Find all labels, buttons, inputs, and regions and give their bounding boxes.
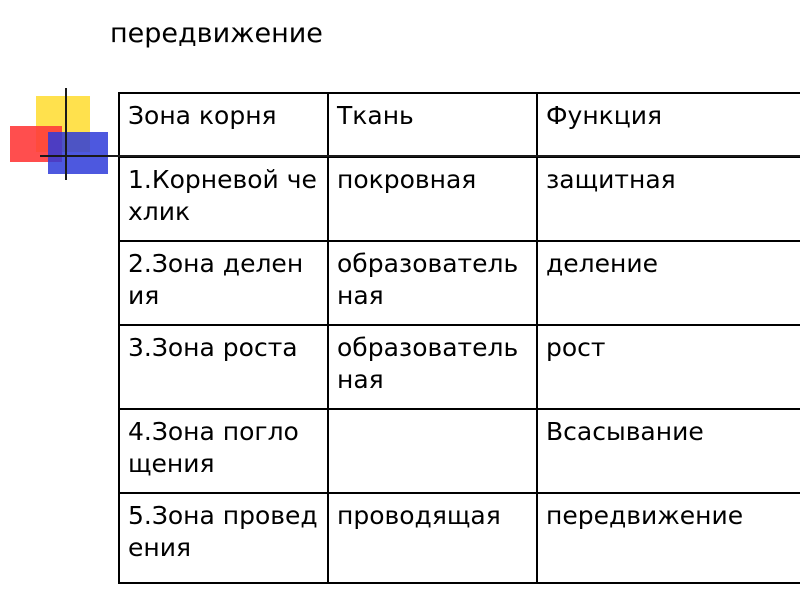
cell-zone: 4.Зона поглощения <box>119 409 328 493</box>
cell-tissue <box>328 409 537 493</box>
table-row <box>119 241 800 325</box>
cell-zone: 2.Зона деления <box>119 241 328 325</box>
cell-function: деление <box>537 241 800 325</box>
table-row <box>119 493 800 583</box>
vertical-decor-line <box>65 88 67 180</box>
cell-zone: 1.Корневой чехлик <box>119 157 328 241</box>
header-zone: Зона корня <box>119 93 328 157</box>
page-heading: передвижение <box>110 18 323 49</box>
cell-tissue: образовательная <box>328 241 537 325</box>
table-header-row <box>119 93 800 157</box>
blue-square-shape <box>48 132 108 174</box>
header-tissue: Ткань <box>328 93 537 157</box>
cell-tissue: образовательная <box>328 325 537 409</box>
root-zones-table <box>118 92 800 584</box>
cell-function: Всасывание <box>537 409 800 493</box>
decorative-squares-logo <box>0 80 120 190</box>
cell-function: передвижение <box>537 493 800 583</box>
table-row <box>119 409 800 493</box>
cell-tissue: покровная <box>328 157 537 241</box>
table-row <box>119 157 800 241</box>
cell-tissue: проводящая <box>328 493 537 583</box>
cell-zone: 5.Зона проведения <box>119 493 328 583</box>
cell-zone: 3.Зона роста <box>119 325 328 409</box>
cell-function: рост <box>537 325 800 409</box>
header-function: Функция <box>537 93 800 157</box>
cell-function: защитная <box>537 157 800 241</box>
table-row <box>119 325 800 409</box>
horizontal-decor-line <box>40 155 800 157</box>
